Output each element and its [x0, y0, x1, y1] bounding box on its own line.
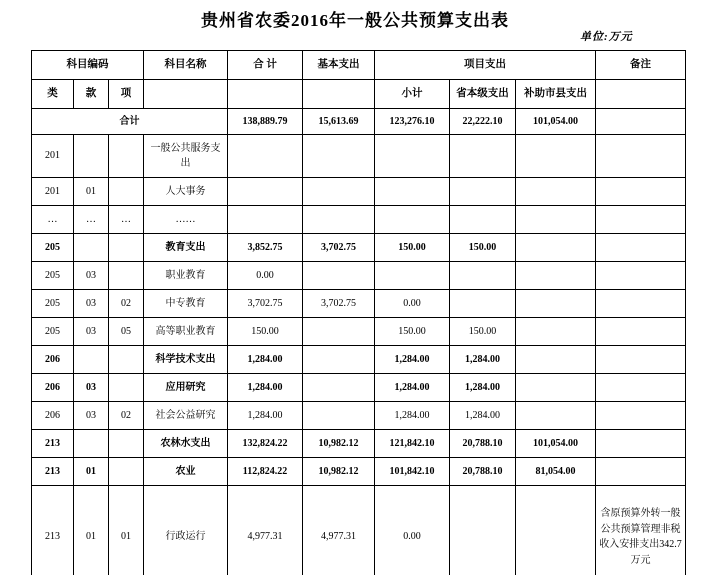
header-subject-code: 科目编码 [32, 51, 144, 80]
cell-subsidy [516, 374, 596, 402]
cell-itm: … [109, 206, 144, 234]
table-row [32, 290, 686, 318]
cell-itm [109, 135, 144, 178]
cell-subtotal [375, 262, 450, 290]
header-project-expenditure: 项目支出 [375, 51, 596, 80]
cell-cls: 201 [32, 178, 74, 206]
cell-name: …… [144, 206, 228, 234]
cell-provincial [450, 262, 516, 290]
cell-remark [596, 402, 686, 430]
cell-cls: 205 [32, 318, 74, 346]
cell-name: 人大事务 [144, 178, 228, 206]
cell-itm: 02 [109, 402, 144, 430]
cell-remark [596, 374, 686, 402]
cell-provincial [450, 486, 516, 575]
header-item: 项 [109, 80, 144, 109]
cell-provincial: 1,284.00 [450, 346, 516, 374]
header-row-groups [32, 51, 686, 80]
table-row [32, 318, 686, 346]
cell-name: 农业 [144, 458, 228, 486]
total-row-basic: 15,613.69 [303, 109, 375, 135]
header-subject-name: 科目名称 [144, 51, 228, 80]
cell-subsidy [516, 135, 596, 178]
cell-name: 高等职业教育 [144, 318, 228, 346]
cell-subsidy [516, 206, 596, 234]
cell-cls: … [32, 206, 74, 234]
table-row [32, 135, 686, 178]
cell-itm [109, 234, 144, 262]
cell-total: 4,977.31 [228, 486, 303, 575]
cell-subtotal: 1,284.00 [375, 346, 450, 374]
cell-cls: 206 [32, 374, 74, 402]
cell-subsidy: 101,054.00 [516, 430, 596, 458]
cell-itm [109, 458, 144, 486]
cell-remark [596, 178, 686, 206]
cell-sec: 03 [74, 402, 109, 430]
header-empty-basic [303, 80, 375, 109]
cell-subsidy [516, 178, 596, 206]
cell-subtotal: 1,284.00 [375, 374, 450, 402]
table-row [32, 374, 686, 402]
header-subsidy: 补助市县支出 [516, 80, 596, 109]
cell-sec: 03 [74, 262, 109, 290]
cell-remark [596, 290, 686, 318]
cell-remark [596, 234, 686, 262]
cell-subsidy [516, 402, 596, 430]
cell-subsidy [516, 234, 596, 262]
cell-sec [74, 430, 109, 458]
cell-basic [303, 206, 375, 234]
cell-total: 3,852.75 [228, 234, 303, 262]
cell-itm [109, 374, 144, 402]
cell-sec: 01 [74, 458, 109, 486]
cell-provincial: 1,284.00 [450, 374, 516, 402]
cell-cls: 206 [32, 402, 74, 430]
cell-subsidy [516, 290, 596, 318]
cell-provincial: 1,284.00 [450, 402, 516, 430]
cell-basic [303, 178, 375, 206]
cell-sec [74, 135, 109, 178]
table-header [32, 51, 686, 109]
cell-provincial [450, 290, 516, 318]
cell-remark [596, 135, 686, 178]
cell-subtotal [375, 178, 450, 206]
cell-sec: 01 [74, 178, 109, 206]
cell-basic [303, 402, 375, 430]
header-empty-remark [596, 80, 686, 109]
cell-name: 科学技术支出 [144, 346, 228, 374]
cell-cls: 205 [32, 234, 74, 262]
cell-cls: 213 [32, 486, 74, 575]
cell-subtotal: 1,284.00 [375, 402, 450, 430]
cell-remark: 含原预算外转一般公共预算管理非税收入安排支出342.7万元 [596, 486, 686, 575]
cell-subtotal: 150.00 [375, 234, 450, 262]
cell-subtotal [375, 135, 450, 178]
cell-basic [303, 374, 375, 402]
total-row-subtotal: 123,276.10 [375, 109, 450, 135]
cell-subsidy [516, 262, 596, 290]
header-remark: 备注 [596, 51, 686, 80]
cell-name: 行政运行 [144, 486, 228, 575]
cell-remark [596, 430, 686, 458]
table-row [32, 346, 686, 374]
cell-name: 应用研究 [144, 374, 228, 402]
cell-provincial: 20,788.10 [450, 458, 516, 486]
cell-itm [109, 262, 144, 290]
header-empty-name [144, 80, 228, 109]
cell-remark [596, 458, 686, 486]
cell-name: 社会公益研究 [144, 402, 228, 430]
cell-total [228, 178, 303, 206]
cell-total [228, 135, 303, 178]
header-empty-total [228, 80, 303, 109]
cell-remark [596, 318, 686, 346]
page-title: 贵州省农委2016年一般公共预算支出表 [201, 11, 509, 30]
total-row-total: 138,889.79 [228, 109, 303, 135]
cell-provincial [450, 206, 516, 234]
cell-sec: 03 [74, 374, 109, 402]
cell-basic: 3,702.75 [303, 290, 375, 318]
table-row [32, 402, 686, 430]
header-class: 类 [32, 80, 74, 109]
cell-total: 150.00 [228, 318, 303, 346]
total-row-provincial: 22,222.10 [450, 109, 516, 135]
cell-sec: 03 [74, 290, 109, 318]
table-row [32, 262, 686, 290]
header-section: 款 [74, 80, 109, 109]
table-row [32, 178, 686, 206]
cell-provincial: 150.00 [450, 318, 516, 346]
cell-sec: 01 [74, 486, 109, 575]
cell-subtotal: 121,842.10 [375, 430, 450, 458]
cell-itm [109, 346, 144, 374]
table-row [32, 234, 686, 262]
cell-subsidy [516, 318, 596, 346]
total-row [32, 109, 686, 135]
cell-itm [109, 178, 144, 206]
cell-itm: 01 [109, 486, 144, 575]
cell-remark [596, 262, 686, 290]
unit-label: 单位:万元 [580, 31, 633, 43]
cell-cls: 205 [32, 262, 74, 290]
cell-basic [303, 262, 375, 290]
cell-cls: 206 [32, 346, 74, 374]
cell-total: 3,702.75 [228, 290, 303, 318]
header-basic-expenditure: 基本支出 [303, 51, 375, 80]
cell-provincial: 150.00 [450, 234, 516, 262]
cell-provincial: 20,788.10 [450, 430, 516, 458]
cell-basic: 10,982.12 [303, 430, 375, 458]
cell-basic: 3,702.75 [303, 234, 375, 262]
cell-sec: … [74, 206, 109, 234]
cell-name: 农林水支出 [144, 430, 228, 458]
cell-total: 0.00 [228, 262, 303, 290]
cell-total: 132,824.22 [228, 430, 303, 458]
cell-basic [303, 318, 375, 346]
table-row [32, 206, 686, 234]
total-row-label: 合计 [32, 109, 228, 135]
cell-remark [596, 206, 686, 234]
header-total: 合 计 [228, 51, 303, 80]
header-row-subcolumns [32, 80, 686, 109]
budget-table [31, 50, 686, 575]
cell-cls: 213 [32, 430, 74, 458]
table-row [32, 458, 686, 486]
cell-basic: 10,982.12 [303, 458, 375, 486]
cell-basic [303, 135, 375, 178]
cell-provincial [450, 135, 516, 178]
cell-cls: 201 [32, 135, 74, 178]
cell-subtotal: 0.00 [375, 486, 450, 575]
cell-basic [303, 346, 375, 374]
cell-name: 教育支出 [144, 234, 228, 262]
cell-sec: 03 [74, 318, 109, 346]
cell-name: 中专教育 [144, 290, 228, 318]
cell-itm [109, 430, 144, 458]
cell-subtotal: 101,842.10 [375, 458, 450, 486]
cell-sec [74, 234, 109, 262]
table-row [32, 486, 686, 575]
cell-itm: 02 [109, 290, 144, 318]
cell-total: 1,284.00 [228, 374, 303, 402]
table-row [32, 430, 686, 458]
cell-basic: 4,977.31 [303, 486, 375, 575]
cell-name: 一般公共服务支出 [144, 135, 228, 178]
cell-cls: 213 [32, 458, 74, 486]
cell-sec [74, 346, 109, 374]
cell-subsidy [516, 346, 596, 374]
cell-subtotal: 150.00 [375, 318, 450, 346]
cell-subtotal: 0.00 [375, 290, 450, 318]
cell-total: 1,284.00 [228, 402, 303, 430]
cell-total [228, 206, 303, 234]
cell-provincial [450, 178, 516, 206]
cell-subtotal [375, 206, 450, 234]
cell-remark [596, 346, 686, 374]
total-row-remark [596, 109, 686, 135]
cell-name: 职业教育 [144, 262, 228, 290]
cell-itm: 05 [109, 318, 144, 346]
cell-subsidy [516, 486, 596, 575]
cell-subsidy: 81,054.00 [516, 458, 596, 486]
header-provincial: 省本级支出 [450, 80, 516, 109]
total-row-subsidy: 101,054.00 [516, 109, 596, 135]
cell-cls: 205 [32, 290, 74, 318]
cell-total: 1,284.00 [228, 346, 303, 374]
header-subtotal: 小计 [375, 80, 450, 109]
cell-total: 112,824.22 [228, 458, 303, 486]
budget-rows [32, 109, 686, 575]
